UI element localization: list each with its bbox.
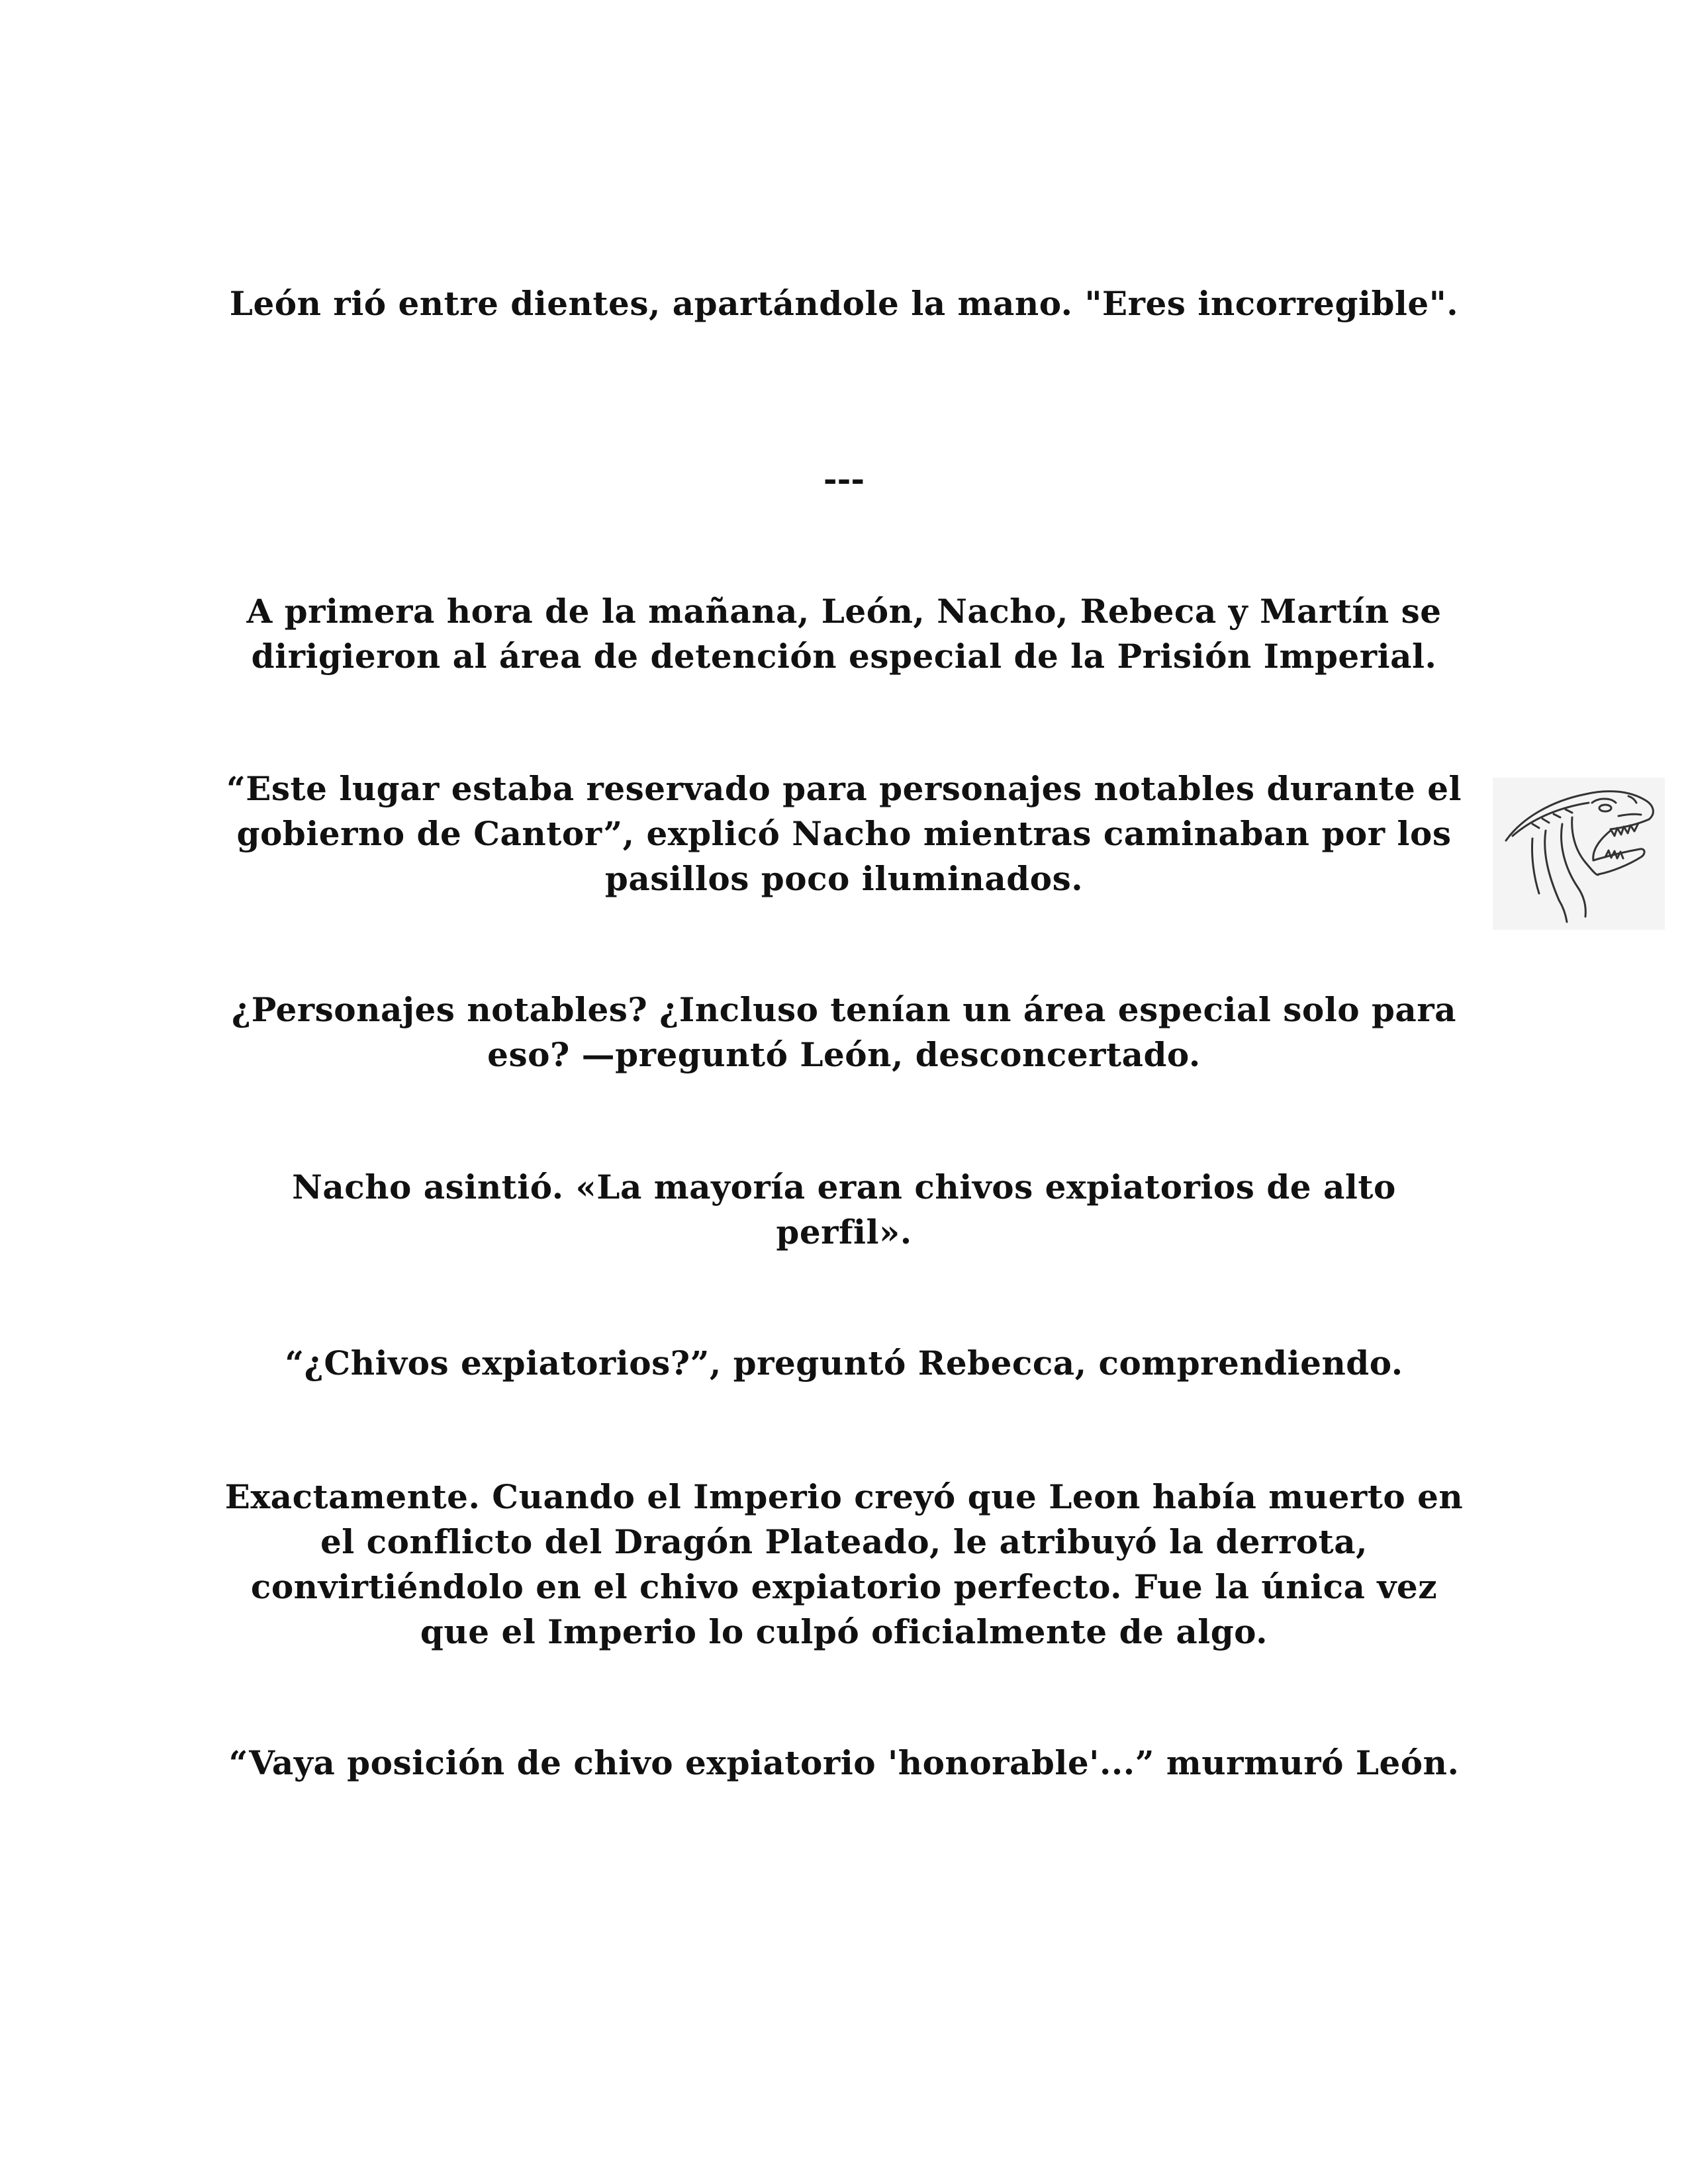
paragraph-5: Nacho asintió. «La mayoría eran chivos expiatorios de alto perfil». [292, 1167, 1396, 1251]
paragraph-8: “Vaya posición de chivo expiatorio 'honorable'...” murmuró León. [228, 1743, 1460, 1782]
section-separator: --- [823, 459, 865, 498]
paragraph-1: León rió entre dientes, apartándole la mano. "Eres incorregible". [229, 284, 1459, 323]
paragraph-7: Exactamente. Cuando el Imperio creyó que Leon había muerto en el conflicto del Dragón Plateado, le atribuyó la derrota, convirtiéndolo en el chivo expiatorio perfecto. Fue la única vez que el Imperio lo culpó oficialmente de algo. [224, 1477, 1464, 1651]
paragraph-6: “¿Chivos expiatorios?”, preguntó Rebecca, comprendiendo. [285, 1343, 1403, 1383]
paragraph-3: “Este lugar estaba reservado para personajes notables durante el gobierno de Cantor”, explicó Nacho mientras caminaban por los pasillos poco iluminados. [226, 769, 1462, 898]
paragraph-2: A primera hora de la mañana, León, Nacho, Rebeca y Martín se dirigieron al área de detención especial de la Prisión Imperial. [246, 592, 1442, 676]
dinosaur-head-sketch-icon [1493, 778, 1665, 930]
paragraph-4: ¿Personajes notables? ¿Incluso tenían un área especial solo para eso? —preguntó León, desconcertado. [231, 990, 1457, 1074]
